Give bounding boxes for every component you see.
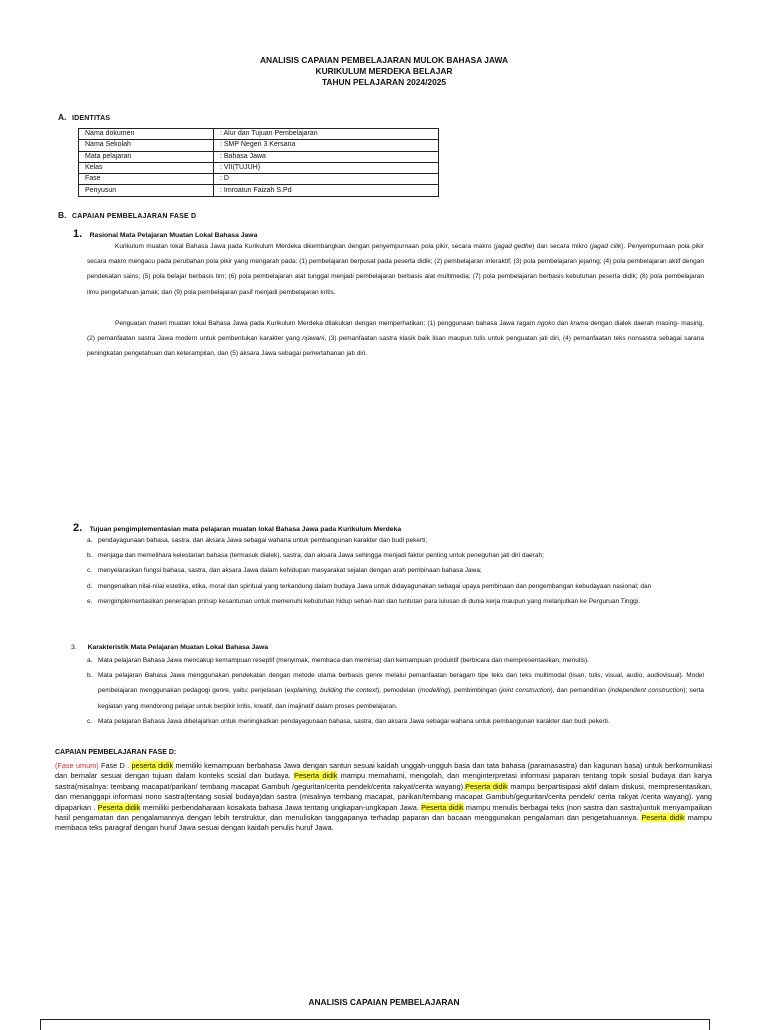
list-item — [87, 668, 704, 714]
list-item-text: Mata pelajaran Bahasa Jawa mencakup kemampuan reseptif (menyimak, membaca dan memirsa) dan kemampuan produktif (berbicara dan mempresentasikan, menulis). — [98, 657, 589, 664]
rasional-paragraph-2 — [87, 316, 704, 362]
paragraph-text: Fase D . — [98, 761, 132, 770]
list-marker: a. — [87, 657, 93, 664]
doc-title-line-3: TAHUN PELAJARAN 2024/2025 — [321, 77, 447, 87]
list-marker: b. — [87, 552, 93, 560]
paragraph-text: , (3) pemanfaatan sastra klasik baik lisan maupun tulis untuk penguatan jati diri, (4) pemanfaatan teks nonsastra sebagai sarana peningkatan pengetahuan dan keterampilan, dan (5) aksara Jawa sebagai pemertahanan jati diri. — [87, 335, 704, 358]
identity-key: Nama Sekolah — [79, 140, 214, 151]
paragraph-text: memiliki perbendaharaan kosakata bahasa Jawa tentang ungkapan-ungkapan Jawa. — [140, 802, 422, 812]
paragraph-text: Kurikulum muatan lokal Bahasa Jawa pada Kurikulum Merdeka dikembangkan dengan penyempurnaan pola pikir, secara makro ( — [115, 243, 496, 250]
list-marker: c. — [87, 717, 93, 725]
fase-umum-label: (Fase umum) — [55, 761, 99, 770]
subsection-1-number: 1. — [73, 228, 83, 240]
section-b-title: CAPAIAN PEMBELAJARAN FASE D — [72, 213, 197, 220]
list-marker: b. — [87, 672, 93, 680]
identity-table — [78, 128, 439, 197]
paragraph-text: memiliki kemampuan berbahasa Jawa dengan santun sesuai kaidah unggah-ungguh basa dan tata bahasa (paramasastra) dan kagunan basa) untuk berkomunikasi dan bernalar sesuai dengan tujuan dalam konteks sosial dan budaya. — [55, 761, 712, 781]
list-item-text: ); serta kegiatan yang mendorong pelajar untuk berpikir kritis, kreatif, dan imajinatif dalam proses pembelajaran. — [98, 687, 705, 710]
italic-term: njawani — [302, 335, 325, 343]
identity-key: Mata pelajaran — [79, 151, 214, 162]
list-item-text: ), dan pemandirian ( — [550, 687, 611, 695]
paragraph-text: Penguatan materi muatan lokal Bahasa Jawa pada Kurikulum Merdeka dilakukan dengan memperhatikan; (1) penggunaan bahasa Jawa ragam — [115, 320, 538, 327]
subsection-3-number: 3. — [71, 644, 77, 651]
identity-key: Kelas — [79, 162, 214, 173]
italic-term: jagad gedhe — [495, 243, 533, 250]
subsection-2-number: 2. — [73, 522, 83, 534]
list-marker: d. — [87, 582, 93, 590]
section-b-label: B. — [58, 210, 67, 220]
italic-term: modelling — [420, 687, 448, 695]
list-item-text: ), pembimbingan ( — [447, 687, 502, 695]
next-section-title: ANALISIS CAPAIAN PEMBELAJARAN — [308, 997, 460, 1007]
list-item — [87, 563, 704, 578]
table-row — [79, 129, 439, 140]
rasional-paragraph-1 — [87, 239, 704, 300]
list-item-text: Mata pelajaran Bahasa Jawa menggunakan pendekatan dengan metode utama berbasis genre melalui pemanfaatan beragam tipe teks dan teks multimodal (lisan, tulis, visual, audio, audiovisual). Model pembelajaran menggunakan pedagogi genre, yaitu: penjelasan ( — [98, 672, 704, 695]
analysis-table-top-edge — [40, 1019, 710, 1030]
subsection-2-title: Tujuan pengimplementasian mata pelajaran muatan lokal Bahasa Jawa pada Kurikulum Merdeka — [89, 526, 402, 533]
highlighted-term: Peserta didik — [465, 781, 508, 791]
paragraph-text: mampu menulis berbagai teks (non sastra dan sastra)untuk menyampaikan hasil pengamatan dan pengalamannya dengan lebih terstruktur, dan menuliskan tanggapanya terhadap paparan dan bacaan menggunakan pengalaman dan pengetahuannya. — [55, 802, 712, 823]
tujuan-list — [87, 533, 704, 609]
list-marker: c. — [87, 567, 93, 575]
identity-key: Penyusun — [79, 185, 214, 196]
list-item-text: menyelaraskan fungsi bahasa, sastra, dan aksara Jawa dalam kehidupan masyarakat sejalan dengan arah pembinaan bahasa Jawa; — [98, 567, 482, 575]
karakteristik-list — [87, 653, 704, 729]
identity-value: : Bahasa Jawa — [214, 151, 439, 162]
subsection-3-title: Karakteristik Mata Pelajaran Muatan Lokal Bahasa Jawa — [87, 644, 269, 651]
identity-value: : D — [214, 174, 439, 185]
table-row — [79, 174, 439, 185]
section-b-heading — [58, 210, 196, 220]
subsection-3-heading — [71, 644, 268, 651]
italic-term: joint construction — [501, 687, 551, 695]
highlighted-term: Peserta didik — [293, 771, 338, 781]
identity-key: Fase — [79, 174, 214, 185]
italic-term: krama — [570, 320, 589, 327]
paragraph-text: mampu memahami, mengolah, dan menginterpretasi informasi paparan tentang topik sosial budaya dan karya sastra(misalnya: tembang macapat/parikan/ tembang macapat Gambuh /geguritan/cerita pendek/cerita rakyat/cerita wayang). — [55, 771, 712, 791]
list-item — [87, 533, 704, 548]
highlighted-term: Peserta didik — [641, 813, 685, 823]
paragraph-text: dan — [555, 320, 571, 327]
doc-title-line-1: ANALISIS CAPAIAN PEMBELAJARAN MULOK BAHASA JAWA — [260, 55, 508, 65]
paragraph-text: dengan dialek daerah masing- masing, (2) pemanfaatan sastra Jawa modern untuk pembentukan karakter yang — [87, 320, 704, 343]
italic-term: ngoko — [537, 320, 555, 327]
list-item-text: pendayagunaan bahasa, sastra, dan aksara Jawa sebagai wahana untuk pembangunan karakter dan budi pekerti; — [98, 537, 428, 544]
paragraph-text: ). Penyempurnaan pola pikir secara makro mengacu pada perubahan pola pikir yang mengarah pada: (1) pembelajaran berpusat pada peserta didik; (2) pembelajaran interaktif; (3) pola pembelajaran jejaring; (4) pola pembelajaran aktif dengan pendekatan sains; (5) pola belajar berbasis tim; (6) pola pembelajaran alat tunggal menjadi pembelajaran berbasis alat multimedia; (7) pola pembelajaran berbasis kebutuhan peserta didik; (8) pola pembelajaran ilmu pengetahuan jamak; dan (9) pola pembelajaran pasif menjadi pembelajaran kritis. — [87, 243, 705, 296]
highlighted-term: Peserta didik — [97, 802, 141, 812]
table-row — [79, 151, 439, 162]
section-a-title: IDENTITAS — [72, 115, 111, 122]
italic-term: independent construction — [610, 687, 684, 695]
list-item-text: ), pemodelan ( — [377, 687, 421, 695]
table-row — [79, 162, 439, 173]
list-item-text: Mata pelajaran Bahasa Jawa dibelajarkan untuk meningkatkan pendayagunaan bahasa, sastra, dan aksara Jawa sebagai wahana untuk pembangunan karakter dan budi pekerti. — [98, 717, 610, 725]
list-item — [87, 579, 704, 594]
italic-term: jagad cilik — [592, 243, 622, 250]
identity-value: : VII(TUJUH) — [214, 162, 439, 173]
doc-title-line-2: KURIKULUM MERDEKA BELAJAR — [315, 66, 453, 76]
capaian-heading: CAPAIAN PEMBELAJARAN FASE D: — [55, 749, 177, 756]
highlighted-term: Peserta didik — [421, 802, 464, 812]
list-item-text: mengenalkan nilai-nilai estetika, etika, moral dan spiritual yang terkandung dalam budaya Jawa untuk didayagunakan sebagai upaya pembinaan dan pengembangan kebudayaan nasional; dan — [98, 582, 652, 590]
list-item-text: mengimplementasikan penerapan prinsip kesantunan untuk memenuhi kebutuhan hidup sehari-hari dan tuntutan para lulusan di dunia kerja maupun yang melanjutkan ke Perguruan Tinggi. — [98, 597, 641, 605]
list-item-text: menjaga dan memelihara kelestarian bahasa (termasuk dialek), sastra, dan aksara Jawa sehingga menjadi faktor penting untuk peneguhan jati diri daerah; — [98, 552, 544, 560]
paragraph-text: ) dan secara mikro ( — [532, 243, 593, 250]
section-a-heading — [58, 112, 110, 122]
table-row — [79, 140, 439, 151]
list-item — [87, 594, 704, 609]
italic-term: explaining, building the context — [286, 687, 378, 695]
list-item — [87, 714, 704, 729]
capaian-paragraph — [55, 761, 712, 834]
highlighted-term: peserta didik — [131, 761, 174, 770]
list-item — [87, 653, 704, 668]
paragraph-text: mampu membaca teks paragraf dengan huruf Jawa sesuai dengan kaidah penulis huruf Jawa. — [55, 813, 712, 833]
subsection-1-title: Rasional Mata Pelajaran Muatan Lokal Bahasa Jawa — [89, 232, 258, 239]
section-a-label: A. — [58, 112, 67, 122]
identity-key: Nama dokumen — [79, 129, 214, 140]
identity-value: : Imroatun Faizah S.Pd — [214, 185, 439, 196]
identity-value: : SMP Negeri 3 Kersana — [214, 140, 439, 151]
table-row — [79, 185, 439, 196]
paragraph-text: mampu berpartisipasi aktif dalam diskusi, mempresentasikan, dan menanggapi informasi nono sastra(tentang sosial budaya)dan sastra (misalnya tembang macapat, parikan/tembang macapat Gambuh/geguritan/cerita pendek/ cerita rakyat /cerita wayang). yang dipaparkan . — [55, 781, 713, 812]
list-item — [87, 548, 704, 563]
list-marker: a. — [87, 537, 93, 544]
identity-value: : Alur dan Tujuan Pembelajaran — [214, 129, 439, 140]
list-marker: e. — [87, 597, 93, 605]
